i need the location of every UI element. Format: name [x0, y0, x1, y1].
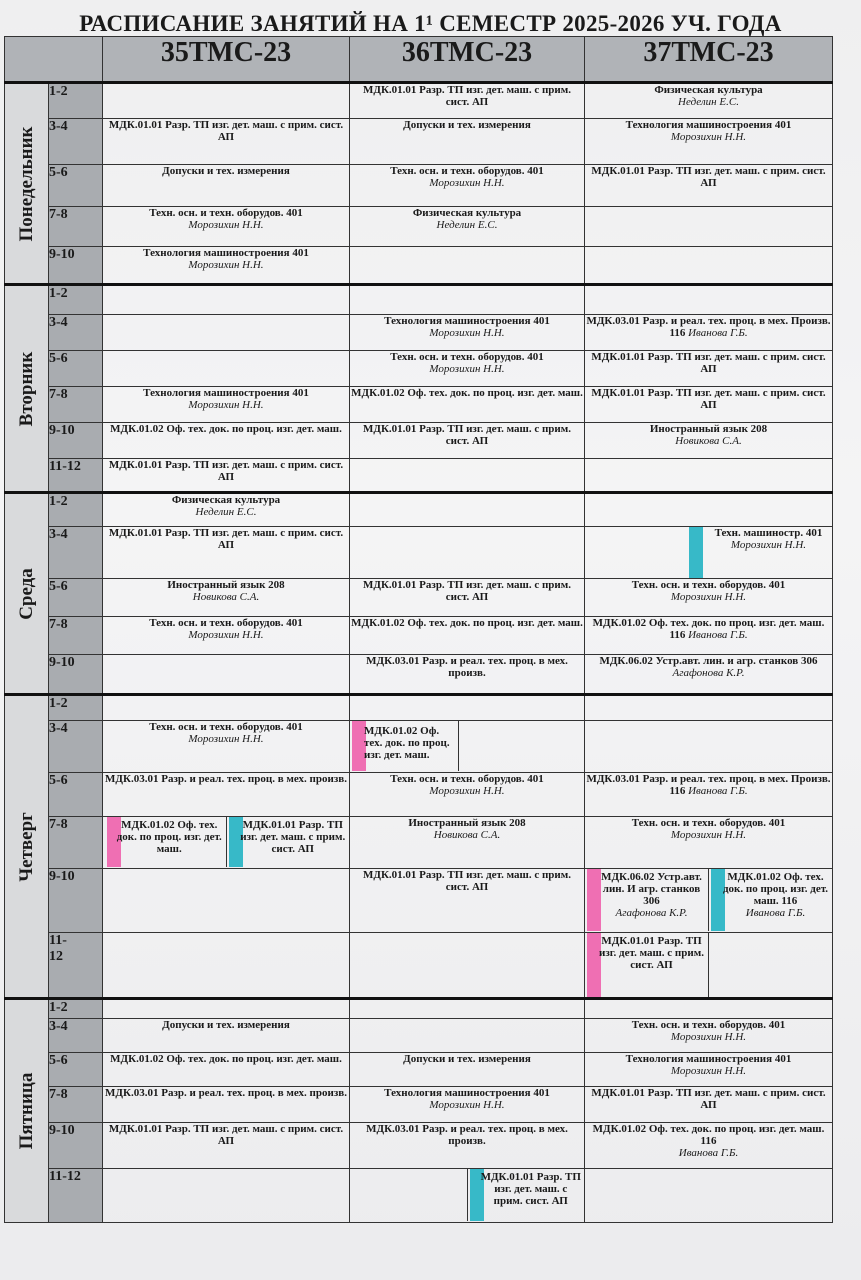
- day-label: Среда: [15, 567, 37, 620]
- lesson-title: МДК.01.01 Разр. ТП изг. дет. маш. с прим. сист. АП: [363, 579, 571, 603]
- pair-number: 3-4: [49, 315, 103, 351]
- day-cell-tuesday: [5, 285, 49, 493]
- teacher-name: Агафонова К.Р.: [672, 667, 745, 679]
- lesson-cell: [103, 655, 350, 695]
- teacher-name: Иванова Г.Б.: [678, 1147, 739, 1159]
- lesson-cell: [350, 655, 585, 695]
- lesson-title: МДК.01.02 Оф. тех. док. по проц. изг. дет. маш.: [116, 819, 222, 855]
- lesson-subcell: [585, 869, 708, 931]
- lesson-title: Технология машиностроения 401: [625, 119, 792, 131]
- teacher-name: Новикова С.А.: [675, 435, 742, 447]
- day-label: Понедельник: [15, 125, 37, 242]
- lesson-cell: [585, 1087, 833, 1123]
- teacher-name: Иванова Г.Б.: [688, 785, 748, 797]
- pair-number: 3-4: [49, 527, 103, 579]
- pair-number: 9-10: [49, 655, 103, 695]
- lesson-cell: [103, 1169, 350, 1223]
- lesson-title: Физическая культура: [171, 494, 281, 506]
- lesson-cell-split: [585, 869, 833, 933]
- lesson-cell: [350, 1123, 585, 1169]
- lesson-cell: [350, 165, 585, 207]
- lesson-cell: [585, 423, 833, 459]
- lesson-subcell: [708, 869, 832, 931]
- lesson-cell: [585, 165, 833, 207]
- lesson-cell: [103, 695, 350, 721]
- pair-number: 5-6: [49, 165, 103, 207]
- pair-number: 7-8: [49, 617, 103, 655]
- lesson-cell: [103, 165, 350, 207]
- lesson-title: Технология машиностроения 401: [384, 315, 550, 327]
- pair-number: 9-10: [49, 247, 103, 285]
- teacher-name: Морозихин Н.Н.: [670, 1031, 747, 1043]
- table-row: [5, 933, 833, 999]
- teacher-name: Агафонова К.Р.: [615, 907, 688, 919]
- lesson-title: Технология машиностроения 401: [143, 387, 309, 399]
- pair-number: 7-8: [49, 387, 103, 423]
- header-row: [5, 37, 833, 83]
- teacher-name: Морозихин Н.Н.: [429, 785, 505, 797]
- lesson-title: МДК.03.01 Разр. и реал. тех. проц. в мех. Произв. 116: [586, 315, 831, 339]
- lesson-cell: [350, 459, 585, 493]
- pair-number: 3-4: [49, 1019, 103, 1053]
- lesson-cell: [350, 1019, 585, 1053]
- table-row: [5, 1019, 833, 1053]
- lesson-cell: [350, 351, 585, 387]
- pair-number: 9-10: [49, 1123, 103, 1169]
- lesson-cell: [103, 579, 350, 617]
- pair-number: 11-12: [49, 459, 103, 493]
- table-row: [5, 119, 833, 165]
- lesson-cell: [585, 617, 833, 655]
- lesson-title: МДК.01.02 Оф. тех. док. по проц. изг. дет. маш.: [351, 387, 583, 399]
- lesson-cell: [103, 387, 350, 423]
- day-cell-thursday: [5, 695, 49, 999]
- lesson-subcell: [708, 933, 832, 997]
- lesson-cell: [103, 869, 350, 933]
- lesson-title: МДК.03.01 Разр. и реал. тех. проц. в мех. произв.: [105, 773, 347, 785]
- lesson-cell: [585, 1053, 833, 1087]
- lesson-title: Техн. осн. и техн. оборудов. 401: [390, 773, 544, 785]
- lesson-cell: [350, 247, 585, 285]
- pair-number: 5-6: [49, 351, 103, 387]
- lesson-cell: [103, 933, 350, 999]
- day-cell-wednesday: [5, 493, 49, 695]
- lesson-cell: [350, 423, 585, 459]
- lesson-cell: [350, 285, 585, 315]
- table-row: [5, 207, 833, 247]
- lesson-title: Иностранный язык 208: [408, 817, 526, 829]
- lesson-title: МДК.01.01 Разр. ТП изг. дет. маш. с прим. сист. АП: [108, 1123, 344, 1147]
- lesson-title: МДК.03.01 Разр. и реал. тех. проц. в мех. Произв. 116: [586, 773, 831, 797]
- lesson-subcell: [467, 1169, 585, 1221]
- lesson-cell: [350, 869, 585, 933]
- pair-number: 3-4: [49, 119, 103, 165]
- day-label: Пятница: [15, 1072, 37, 1150]
- lesson-cell: [103, 527, 350, 579]
- pair-number: 5-6: [49, 773, 103, 817]
- lesson-cell: [585, 387, 833, 423]
- lesson-title: Техн. машиностр. 401: [714, 527, 823, 539]
- lesson-title: Физическая культура: [654, 84, 763, 96]
- pair-number: 7-8: [49, 817, 103, 869]
- lesson-cell: [585, 527, 833, 579]
- table-row: [5, 387, 833, 423]
- lesson-title: Технология машиностроения 401: [384, 1087, 550, 1099]
- table-row: [5, 165, 833, 207]
- lesson-cell: [103, 207, 350, 247]
- pair-number: 1-2: [49, 695, 103, 721]
- lesson-title: МДК.01.02 Оф. тех. док. по проц. изг. дет. маш. 116: [592, 1123, 825, 1147]
- pair-number: 3-4: [49, 721, 103, 773]
- pair-number: 7-8: [49, 1087, 103, 1123]
- lesson-cell: [585, 459, 833, 493]
- lesson-title: Технология машиностроения 401: [143, 247, 309, 259]
- lesson-cell: [350, 493, 585, 527]
- lesson-cell: [585, 695, 833, 721]
- table-row: [5, 695, 833, 721]
- lesson-title: МДК.03.01 Разр. и реал. тех. проц. в мех. произв.: [366, 1123, 568, 1147]
- lesson-cell: [103, 459, 350, 493]
- lesson-cell: [103, 1087, 350, 1123]
- lesson-cell: [350, 999, 585, 1019]
- lesson-title: МДК.01.01 Разр. ТП изг. дет. маш. с прим. сист. АП: [591, 1087, 826, 1111]
- teacher-name: Иванова Г.Б.: [688, 327, 748, 339]
- lesson-cell: [350, 207, 585, 247]
- teacher-name: Иванова Г.Б.: [688, 629, 748, 641]
- pair-number: 1-2: [49, 493, 103, 527]
- teacher-name: Морозихин Н.Н.: [670, 829, 747, 841]
- lesson-title: МДК.01.01 Разр. ТП изг. дет. маш. с прим. сист. АП: [591, 387, 826, 411]
- teacher-name: Иванова Г.Б.: [745, 907, 806, 919]
- lesson-cell: [103, 83, 350, 119]
- lesson-cell: [103, 493, 350, 527]
- lesson-cell: [103, 247, 350, 285]
- lesson-cell: [585, 315, 833, 351]
- teacher-name: Морозихин Н.Н.: [429, 1099, 505, 1111]
- pair-number: 9-10: [49, 869, 103, 933]
- lesson-cell: [103, 773, 350, 817]
- lesson-cell: [103, 1123, 350, 1169]
- lesson-cell-split: [585, 933, 833, 999]
- lesson-title: Техн. осн. и техн. оборудов. 401: [631, 1019, 786, 1031]
- lesson-cell: [585, 999, 833, 1019]
- lesson-title: МДК.01.02 Оф. тех. док. по проц. изг. дет. маш.: [110, 423, 342, 435]
- teacher-name: Морозихин Н.Н.: [429, 327, 505, 339]
- teacher-name: Морозихин Н.Н.: [670, 131, 747, 143]
- lesson-title: МДК.01.01 Разр. ТП изг. дет. маш. с прим. сист. АП: [363, 84, 571, 108]
- table-row: [5, 1053, 833, 1087]
- lesson-cell: [103, 721, 350, 773]
- lesson-subcell: [350, 1169, 467, 1221]
- lesson-title: МДК.01.02 Оф. тех. док. по проц. изг. дет. маш.: [110, 1053, 342, 1065]
- lesson-cell: [350, 817, 585, 869]
- lesson-subcell: [103, 817, 226, 867]
- table-row: [5, 1123, 833, 1169]
- lesson-title: МДК.01.01 Разр. ТП изг. дет. маш. с прим. сист. АП: [599, 935, 704, 971]
- pair-number: 5-6: [49, 579, 103, 617]
- lesson-cell: [103, 351, 350, 387]
- pair-number: 1-2: [49, 999, 103, 1019]
- lesson-cell: [103, 423, 350, 459]
- table-row: [5, 423, 833, 459]
- teacher-name: Морозихин Н.Н.: [188, 399, 264, 411]
- table-row: [5, 817, 833, 869]
- pair-number: 11- 12: [49, 933, 103, 999]
- table-row: [5, 247, 833, 285]
- table-row: [5, 351, 833, 387]
- table-row: [5, 1169, 833, 1223]
- lesson-title: МДК.01.02 Оф. тех. док. по проц. изг. дет. маш. 116: [722, 871, 829, 907]
- table-row: [5, 773, 833, 817]
- lesson-title: МДК.01.01 Разр. ТП изг. дет. маш. с прим. сист. АП: [108, 119, 344, 143]
- lesson-title: Техн. осн. и техн. оборудов. 401: [390, 351, 544, 363]
- schedule-table: [4, 36, 833, 1223]
- group-header-35: 35ТМС-23: [103, 37, 350, 83]
- lesson-cell: [350, 119, 585, 165]
- table-row: [5, 579, 833, 617]
- lesson-title: Техн. осн. и техн. оборудов. 401: [390, 165, 544, 177]
- lesson-title: МДК.01.01 Разр. ТП изг. дет. маш. с прим. сист. АП: [108, 459, 344, 483]
- lesson-title: Техн. осн. и техн. оборудов. 401: [149, 721, 303, 733]
- lesson-title: Физическая культура: [412, 207, 522, 219]
- lesson-cell-split: [103, 817, 350, 869]
- lesson-title: МДК.01.01 Разр. ТП изг. дет. маш. с прим. сист. АП: [363, 423, 571, 447]
- table-row: [5, 285, 833, 315]
- lesson-cell-split: [350, 1169, 585, 1223]
- lesson-title: Допуски и тех. измерения: [162, 1019, 290, 1031]
- lesson-cell: [585, 721, 833, 773]
- lesson-cell: [585, 247, 833, 285]
- lesson-cell: [585, 119, 833, 165]
- lesson-cell: [350, 1053, 585, 1087]
- teacher-name: Неделин Е.С.: [195, 506, 257, 518]
- teacher-name: Морозихин Н.Н.: [730, 539, 807, 551]
- lesson-title: МДК.01.01 Разр. ТП изг. дет. маш. с прим. сист. АП: [363, 869, 571, 893]
- lesson-title: МДК.01.02 Оф. тех. док. по проц. изг. дет. маш. 116: [592, 617, 825, 641]
- lesson-title: МДК.01.02 Оф. тех. док. по проц. изг. дет. маш.: [351, 617, 583, 629]
- teacher-name: Морозихин Н.Н.: [670, 591, 747, 603]
- teacher-name: Морозихин Н.Н.: [188, 219, 264, 231]
- teacher-name: Морозихин Н.Н.: [188, 629, 264, 641]
- lesson-subcell: [585, 933, 708, 997]
- table-row: [5, 315, 833, 351]
- lesson-title: Иностранный язык 208: [167, 579, 285, 591]
- teacher-name: Новикова С.А.: [192, 591, 260, 603]
- lesson-title: Допуски и тех. измерения: [162, 165, 290, 177]
- pair-number: 7-8: [49, 207, 103, 247]
- lesson-title: МДК.06.02 Устр.авт. лин. и агр. станков 306: [599, 655, 818, 667]
- lesson-title: МДК.01.01 Разр. ТП изг. дет. маш. с прим. сист. АП: [591, 165, 826, 189]
- lesson-title: Техн. осн. и техн. оборудов. 401: [631, 817, 786, 829]
- lesson-cell: [103, 119, 350, 165]
- lesson-cell: [103, 1019, 350, 1053]
- teacher-name: Морозихин Н.Н.: [188, 733, 264, 745]
- lesson-title: МДК.03.01 Разр. и реал. тех. проц. в мех. произв.: [366, 655, 568, 679]
- table-row: [5, 655, 833, 695]
- lesson-subcell: [226, 817, 350, 867]
- lesson-cell: [585, 1123, 833, 1169]
- table-row: [5, 527, 833, 579]
- lesson-title: Допуски и тех. измерения: [403, 1053, 531, 1065]
- lesson-cell: [585, 817, 833, 869]
- teacher-name: Морозихин Н.Н.: [429, 363, 505, 375]
- day-cell-monday: [5, 83, 49, 285]
- lesson-cell: [350, 695, 585, 721]
- lesson-title: Технология машиностроения 401: [625, 1053, 792, 1065]
- pair-number: 11-12: [49, 1169, 103, 1223]
- lesson-cell: [350, 933, 585, 999]
- lesson-title: МДК.01.02 Оф. тех. док. по проц. изг. дет. маш.: [364, 725, 450, 761]
- lesson-cell: [585, 655, 833, 695]
- lesson-cell: [585, 1019, 833, 1053]
- pair-number: 1-2: [49, 285, 103, 315]
- table-row: [5, 869, 833, 933]
- day-label: Вторник: [15, 351, 37, 426]
- lesson-cell: [350, 527, 585, 579]
- lesson-cell: [585, 1169, 833, 1223]
- lesson-title: МДК.01.01 Разр. ТП изг. дет. маш. с прим. сист. АП: [240, 819, 346, 855]
- lesson-title: МДК.01.01 Разр. ТП изг. дет. маш. с прим. сист. АП: [108, 527, 344, 551]
- lesson-cell: [350, 617, 585, 655]
- lesson-title: Техн. осн. и техн. оборудов. 401: [631, 579, 786, 591]
- lesson-title: Техн. осн. и техн. оборудов. 401: [149, 207, 303, 219]
- table-row: [5, 999, 833, 1019]
- teacher-name: Неделин Е.С.: [436, 219, 498, 231]
- group-header-37: 37ТМС-23: [585, 37, 833, 83]
- lesson-cell: [350, 773, 585, 817]
- teacher-name: Морозихин Н.Н.: [670, 1065, 747, 1077]
- teacher-name: Морозихин Н.Н.: [188, 259, 264, 271]
- lesson-title: МДК.03.01 Разр. и реал. тех. проц. в мех. произв.: [105, 1087, 347, 1099]
- lesson-cell: [103, 1053, 350, 1087]
- lesson-cell: [585, 285, 833, 315]
- lesson-title: МДК.01.01 Разр. ТП изг. дет. маш. с прим. сист. АП: [480, 1171, 581, 1207]
- lesson-cell: [103, 285, 350, 315]
- lesson-cell: [350, 387, 585, 423]
- table-row: [5, 83, 833, 119]
- lesson-title: Допуски и тех. измерения: [403, 119, 531, 131]
- page-title: РАСПИСАНИЕ ЗАНЯТИЙ НА 1¹ СЕМЕСТР 2025-2026 УЧ. ГОДА: [79, 11, 782, 36]
- lesson-cell: [103, 617, 350, 655]
- lesson-title: МДК.06.02 Устр.авт. лин. И агр. станков 306: [601, 871, 702, 907]
- teacher-name: Новикова С.А.: [433, 829, 501, 841]
- header-corner: [5, 37, 103, 83]
- group-header-36: 36ТМС-23: [350, 37, 585, 83]
- table-row: [5, 459, 833, 493]
- lesson-cell: [585, 579, 833, 617]
- day-cell-friday: [5, 999, 49, 1223]
- table-row: [5, 1087, 833, 1123]
- lesson-cell: [585, 351, 833, 387]
- lesson-cell: [350, 721, 585, 773]
- pair-number: 1-2: [49, 83, 103, 119]
- table-row: [5, 617, 833, 655]
- lesson-cell: [350, 579, 585, 617]
- lesson-cell: [350, 315, 585, 351]
- table-row: [5, 721, 833, 773]
- lesson-title: МДК.01.01 Разр. ТП изг. дет. маш. с прим. сист. АП: [591, 351, 826, 375]
- lesson-cell: [585, 207, 833, 247]
- cyan-highlight-marker: [689, 527, 703, 578]
- pair-number: 9-10: [49, 423, 103, 459]
- lesson-cell: [585, 773, 833, 817]
- lesson-cell: [103, 315, 350, 351]
- lesson-cell: [585, 83, 833, 119]
- lesson-cell: [350, 83, 585, 119]
- table-row: [5, 493, 833, 527]
- teacher-name: Морозихин Н.Н.: [429, 177, 505, 189]
- lesson-cell: [103, 999, 350, 1019]
- lesson-cell: [350, 1087, 585, 1123]
- lesson-title: Иностранный язык 208: [649, 423, 768, 435]
- lesson-cell: [585, 493, 833, 527]
- pair-number: 5-6: [49, 1053, 103, 1087]
- teacher-name: Неделин Е.С.: [678, 96, 739, 108]
- lesson-title: Техн. осн. и техн. оборудов. 401: [149, 617, 303, 629]
- day-label: Четверг: [15, 811, 37, 882]
